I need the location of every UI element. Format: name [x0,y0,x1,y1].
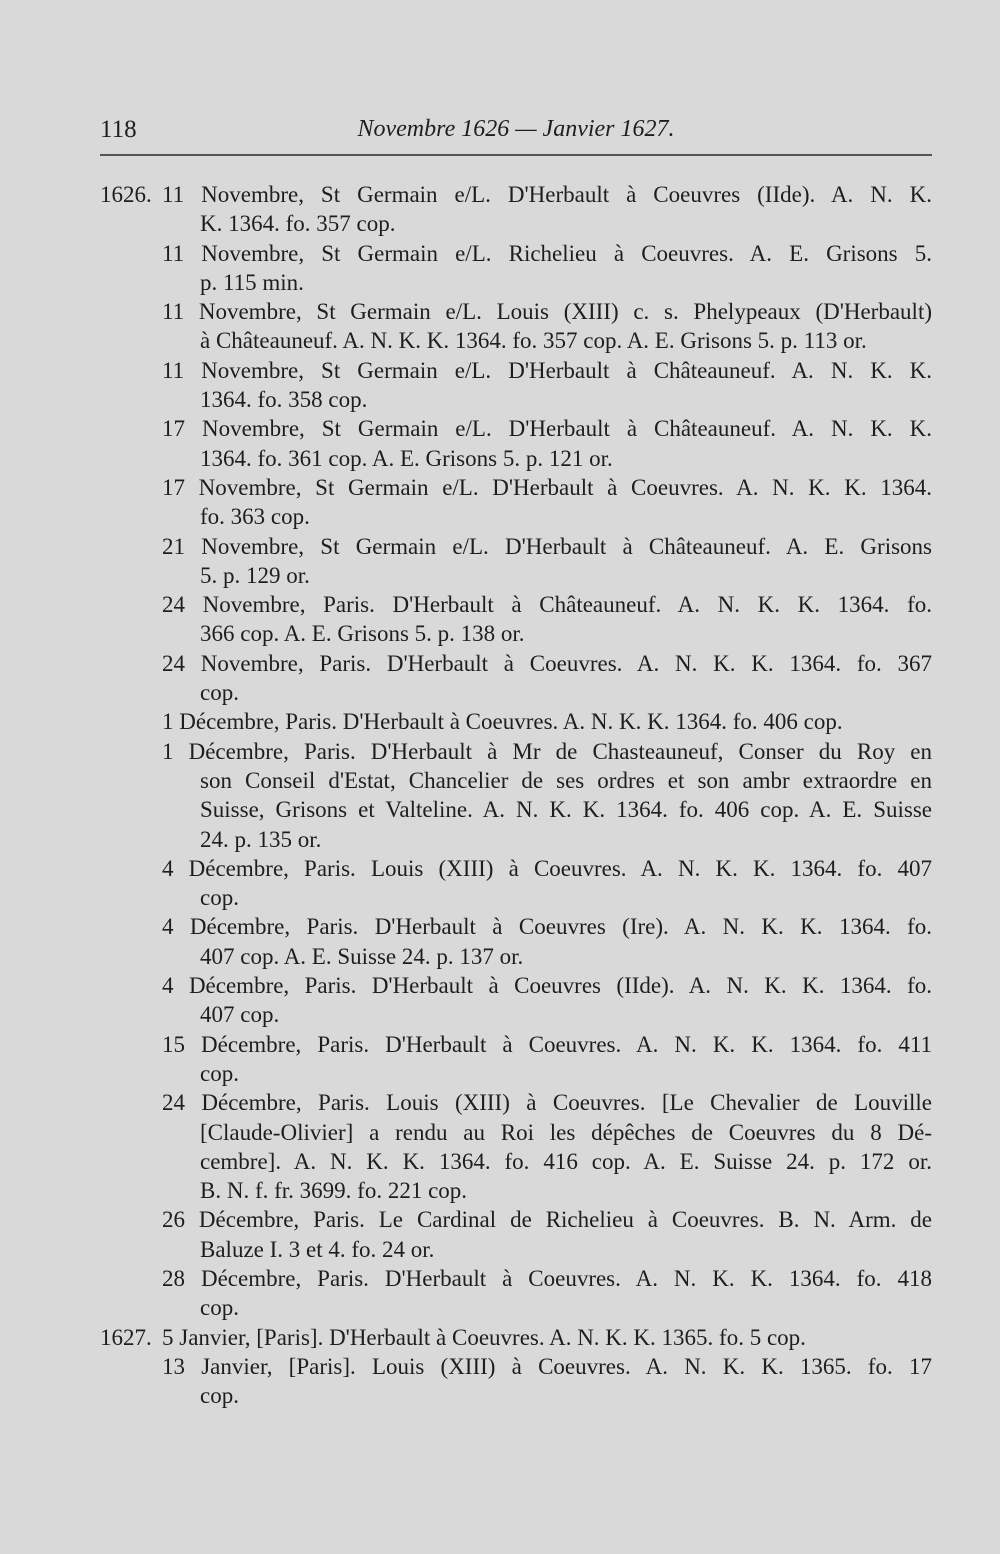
entry-line: K. 1364. fo. 357 cop. [200,211,396,237]
entry-line: B. N. f. fr. 3699. fo. 221 cop. [200,1178,468,1204]
running-title: Novembre 1626 — Janvier 1627. [357,116,675,142]
entry [100,912,932,971]
entry [100,1323,932,1352]
entry [100,414,932,473]
entry-line: Baluze I. 3 et 4. fo. 24 or. [200,1236,435,1262]
entry [100,473,932,532]
entry-line: 407 cop. A. E. Suisse 24. p. 137 or. [200,943,524,969]
entry-line: à Châteauneuf. A. N. K. K. 1364. fo. 357 cop. A. E. Grisons 5. p. 113 or. [200,328,867,354]
entry [100,649,932,708]
entry-line: 1 Décembre, Paris. D'Herbault à Mr de Chasteauneuf, Conser du Roy en [162,738,932,764]
entry-line: 5. p. 129 or. [200,562,310,588]
entry-line: 11 Novembre, St Germain e/L. D'Herbault à Coeuvres (IIde). A. N. K. [162,182,932,207]
entry-line: cop. [200,680,239,706]
entry-line: 21 Novembre, St Germain e/L. D'Herbault à Châteauneuf. A. E. Grisons [162,533,932,559]
entry-line: 24 Novembre, Paris. D'Herbault à Châteauneuf. A. N. K. K. 1364. fo. [162,592,932,618]
entry-line: cop. [200,1295,239,1321]
entry-line: 28 Décembre, Paris. D'Herbault à Coeuvres. A. N. K. K. 1364. fo. 418 [162,1265,932,1291]
entry-year: 1627. [100,1324,152,1350]
entry [100,356,932,415]
entry-line: 24 Novembre, Paris. D'Herbault à Coeuvres. A. N. K. K. 1364. fo. 367 [162,650,932,676]
entry-line: 1364. fo. 361 cop. A. E. Grisons 5. p. 121 or. [200,445,613,471]
entry [100,297,932,356]
entry-line: 24 Décembre, Paris. Louis (XIII) à Coeuvres. [Le Chevalier de Louville [162,1090,932,1116]
entry-line: cop. [200,1383,239,1409]
entry-line: 5 Janvier, [Paris]. D'Herbault à Coeuvres. A. N. K. K. 1365. fo. 5 cop. [162,1324,806,1350]
entry-line: 15 Décembre, Paris. D'Herbault à Coeuvres. A. N. K. K. 1364. fo. 411 [162,1031,932,1057]
entry [100,590,932,649]
entry-line: 4 Décembre, Paris. D'Herbault à Coeuvres (IIde). A. N. K. K. 1364. fo. [162,973,932,999]
entry-line: son Conseil d'Estat, Chancelier de ses ordres et son ambr extraordre en [200,767,932,793]
entry-line: 4 Décembre, Paris. Louis (XIII) à Coeuvres. A. N. K. K. 1364. fo. 407 [162,855,932,881]
entry [100,737,932,854]
entries-list [100,180,932,1410]
entry-line: p. 115 min. [200,269,304,295]
entry [100,854,932,913]
entry-line: cembre]. A. N. K. K. 1364. fo. 416 cop. A. E. Suisse 24. p. 172 or. [200,1148,932,1174]
entry [100,1352,932,1411]
entry-line: 13 Janvier, [Paris]. Louis (XIII) à Coeuvres. A. N. K. K. 1365. fo. 17 [162,1353,932,1379]
entry [100,532,932,591]
entry-year: 1626. [100,182,152,207]
entry-line: 407 cop. [200,1002,280,1028]
entry-line: cop. [200,1060,239,1086]
entry-line: 17 Novembre, St Germain e/L. D'Herbault à Coeuvres. A. N. K. K. 1364. [162,474,932,500]
entry-line: Suisse, Grisons et Valteline. A. N. K. K. 1364. fo. 406 cop. A. E. Suisse [200,797,932,823]
entry-line: 24. p. 135 or. [200,826,322,852]
entry [100,1205,932,1264]
entry-line: cop. [200,885,239,911]
entry-line: 11 Novembre, St Germain e/L. Richelieu à Coeuvres. A. E. Grisons 5. [162,240,932,266]
entry [100,1030,932,1089]
entry [100,180,932,239]
entry [100,1264,932,1323]
entry-line: fo. 363 cop. [200,504,310,530]
entry-line: 366 cop. A. E. Grisons 5. p. 138 or. [200,621,525,647]
page-header [100,116,932,156]
entry-line: 11 Novembre, St Germain e/L. D'Herbault à Châteauneuf. A. N. K. K. [162,357,932,383]
page-number: 118 [100,116,137,143]
entry [100,707,932,736]
entry-line: [Claude-Olivier] a rendu au Roi les dépêches de Coeuvres du 8 Dé- [200,1119,932,1145]
entry-line: 26 Décembre, Paris. Le Cardinal de Richelieu à Coeuvres. B. N. Arm. de [162,1207,932,1233]
entry [100,971,932,1030]
entry-line: 17 Novembre, St Germain e/L. D'Herbault à Châteauneuf. A. N. K. K. [162,416,932,442]
entry-line: 4 Décembre, Paris. D'Herbault à Coeuvres (Ire). A. N. K. K. 1364. fo. [162,914,932,940]
entry-line: 11 Novembre, St Germain e/L. Louis (XIII) c. s. Phelypeaux (D'Herbault) [162,299,932,325]
header-rule [100,154,932,156]
entry [100,239,932,298]
entry-line: 1364. fo. 358 cop. [200,387,368,413]
entry-line: 1 Décembre, Paris. D'Herbault à Coeuvres. A. N. K. K. 1364. fo. 406 cop. [162,709,843,735]
entry [100,1088,932,1205]
